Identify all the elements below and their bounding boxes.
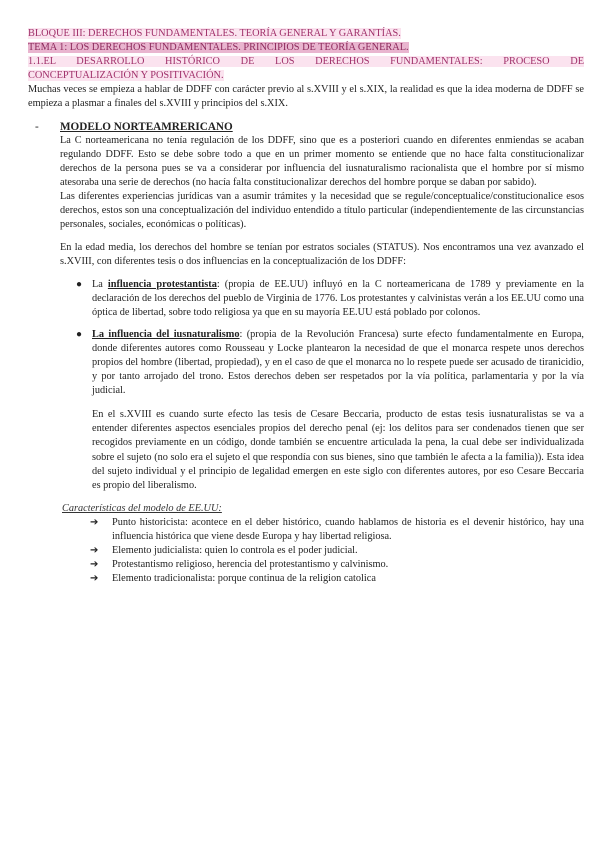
bullet-protestantista: ● La influencia protestantista: (propia de EE.UU) influyó en la C norteamericana de 1789 y previamente en la declaración de los derechos del pueblo de Virginia de 1776. Los protestantes y calvinistas verán a los EE.UU como una óptica de libertad, sobre todo religiosa ya que en su mayoría EE.UU está poblado por colonos. bbox=[76, 278, 585, 318]
list-item: ➔ Elemento judicialista: quien lo controla es el poder judicial. bbox=[112, 544, 584, 558]
intro-paragraph: Muchas veces se empieza a hablar de DDFF con carácter previo al s.XVIII y el s.XIX, la realidad es que la idea moderna de DDFF se empieza a plasmar a finales del s.XVIII y principios del s.XIX. bbox=[28, 84, 584, 110]
paragraph-constitucion: La C norteamericana no tenía regulación de los DDFF, sino que es a posteriori cuando en diferentes enmiendas se acaban regulando DDFF. Esto se debe sobre todo a que en un primer momento se entiende que no hace falta constitucionalizar derechos de la persona pues se va a considerar por influencia del iusnaturalismo racionalista que el hombre por sí mismo atesoraba una serie de derechos (no hacía falta constitucionalizar derechos del hombre porque se daban por sabido). bbox=[60, 134, 584, 188]
list-item: ➔ Protestantismo religioso, herencia del protestantismo y calvinismo. bbox=[112, 558, 584, 572]
caracteristicas-title: Características del modelo de EE.UU: bbox=[62, 502, 222, 514]
arrow-right-icon: ➔ bbox=[90, 573, 99, 585]
document-page bbox=[28, 27, 584, 586]
arrow-right-icon: ➔ bbox=[90, 545, 99, 557]
term-iusnaturalismo: La influencia del iusnaturalismo bbox=[92, 328, 240, 340]
list-item: ➔ Punto historicista: acontece en el deber histórico, cuando hablamos de historia es el devenir histórico, hay una influencia histórica que viene desde Europa y hay libertad religiosa. bbox=[90, 516, 584, 542]
section-title: - MODELO NORTEAMRERICANO bbox=[35, 120, 233, 133]
bloque-heading: BLOQUE III: DERECHOS FUNDAMENTALES. TEORÍA GENERAL Y GARANTÍAS. bbox=[28, 28, 401, 39]
arrow-right-icon: ➔ bbox=[90, 516, 99, 528]
bullet-iusnaturalismo: ● La influencia del iusnaturalismo: (propia de la Revolución Francesa) surte efecto fundamentalmente en Europa, donde diferentes autores como Rousseau y Locke plantearon la necesidad de que el monarca respete unos derechos propios del hombre (libertad, propiedad), y en el caso de que el monarca no lo respete puede ser acusado de tiranicidio, y por tanto arrojado del trono. Estos derechos deben ser respetados por la vía política, parlamentaria y por la vía judicial. bbox=[76, 328, 584, 397]
list-item: ➔ Elemento tradicionalista: porque continua de la religion catolica bbox=[112, 572, 584, 586]
bullet-dot-icon: ● bbox=[76, 278, 83, 290]
paragraph-experiencias: Las diferentes experiencias jurídicas van a asumir trámites y la necesidad que se regule/conceptualice/constitucionalice esos derechos, estos son una conceptualización del individuo entendido a título particular (independientemente de las circunstancias personales, sociales, económicas o políticas). bbox=[60, 191, 584, 231]
arrow-right-icon: ➔ bbox=[90, 559, 99, 571]
bullet-dot-icon: ● bbox=[76, 328, 83, 340]
tema-heading: TEMA 1: LOS DERECHOS FUNDAMENTALES. PRINCIPIOS DE TEORÍA GENERAL. bbox=[28, 42, 409, 54]
paragraph-edad-media: En la edad media, los derechos del hombre se tenían por estratos sociales (STATUS). Nos encontramos una vez avanzado el s.XVIII, con diferentes tesis o dos influencias en la conceptualización de los DDFF: bbox=[60, 242, 584, 268]
subtema-heading-line2: CONCEPTUALIZACIÓN Y POSITIVACIÓN. bbox=[28, 70, 224, 82]
paragraph-beccaria: En el s.XVIII es cuando surte efecto las tesis de Cesare Beccaria, producto de estas tesis iusnaturalistas se va a entender diferentes aspectos esenciales propios del derecho penal (ej: los delitos para ser condenados tienen que ser recogidos previamente en un código, donde también se encuentre articulada la pena, la cual debe ser individualizada sobre el sujeto (no solo era el sujeto el que respondía con sus bienes, sino que también le afecta a la familia)). Esta idea del sujeto individual y el principio de legalidad emergen en este siglo con diferentes autores, por eso Cesare Beccaria es propio del liberalismo. bbox=[92, 409, 584, 491]
subtema-heading-line1: 1.1.EL DESARROLLO HISTÓRICO DE LOS DERECHOS FUNDAMENTALES: PROCESO DE bbox=[28, 56, 584, 68]
term-protestantista: influencia protestantista bbox=[107, 278, 217, 290]
